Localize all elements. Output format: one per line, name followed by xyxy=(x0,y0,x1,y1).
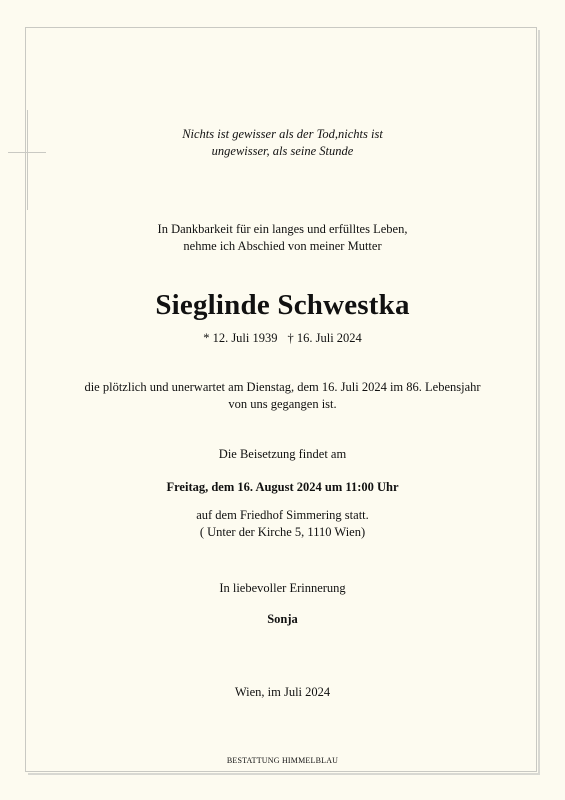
birth-date: * 12. Juli 1939 xyxy=(203,331,278,345)
memory-text: In liebevoller Erinnerung xyxy=(219,581,346,595)
signer-name: Sonja xyxy=(267,612,298,626)
cemetery-line-1: auf dem Friedhof Simmering statt. xyxy=(196,508,369,522)
motto-line-1: Nichts ist gewisser als der Tod,nichts ist xyxy=(182,127,383,141)
motto-line-2: ungewisser, als seine Stunde xyxy=(211,144,354,158)
burial-lead: Die Beisetzung findet am xyxy=(218,447,347,461)
death-date: † 16. Juli 2024 xyxy=(287,331,362,345)
place-date: Wien, im Juli 2024 xyxy=(234,685,331,699)
burial-date: Freitag, dem 16. August 2024 um 11:00 Uhr xyxy=(166,480,399,494)
passing-text xyxy=(25,379,540,413)
intro-line-2: nehme ich Abschied von meiner Mutter xyxy=(183,239,382,253)
passing-line-1: die plötzlich und unerwartet am Dienstag, dem 16. Juli 2024 im 86. Lebensjahr xyxy=(84,380,481,394)
cemetery-info xyxy=(25,507,540,541)
life-dates xyxy=(25,330,540,347)
intro-line-1: In Dankbarkeit für ein langes und erfülltes Leben, xyxy=(157,222,408,236)
motto xyxy=(25,126,540,160)
intro-text xyxy=(25,221,540,255)
cross-icon xyxy=(8,110,48,210)
deceased-name: Sieglinde Schwestka xyxy=(155,289,410,321)
undertaker-name: BESTATTUNG HIMMELBLAU xyxy=(226,756,339,765)
cemetery-address: ( Unter der Kirche 5, 1110 Wien) xyxy=(199,525,366,539)
passing-line-2: von uns gegangen ist. xyxy=(228,397,337,411)
